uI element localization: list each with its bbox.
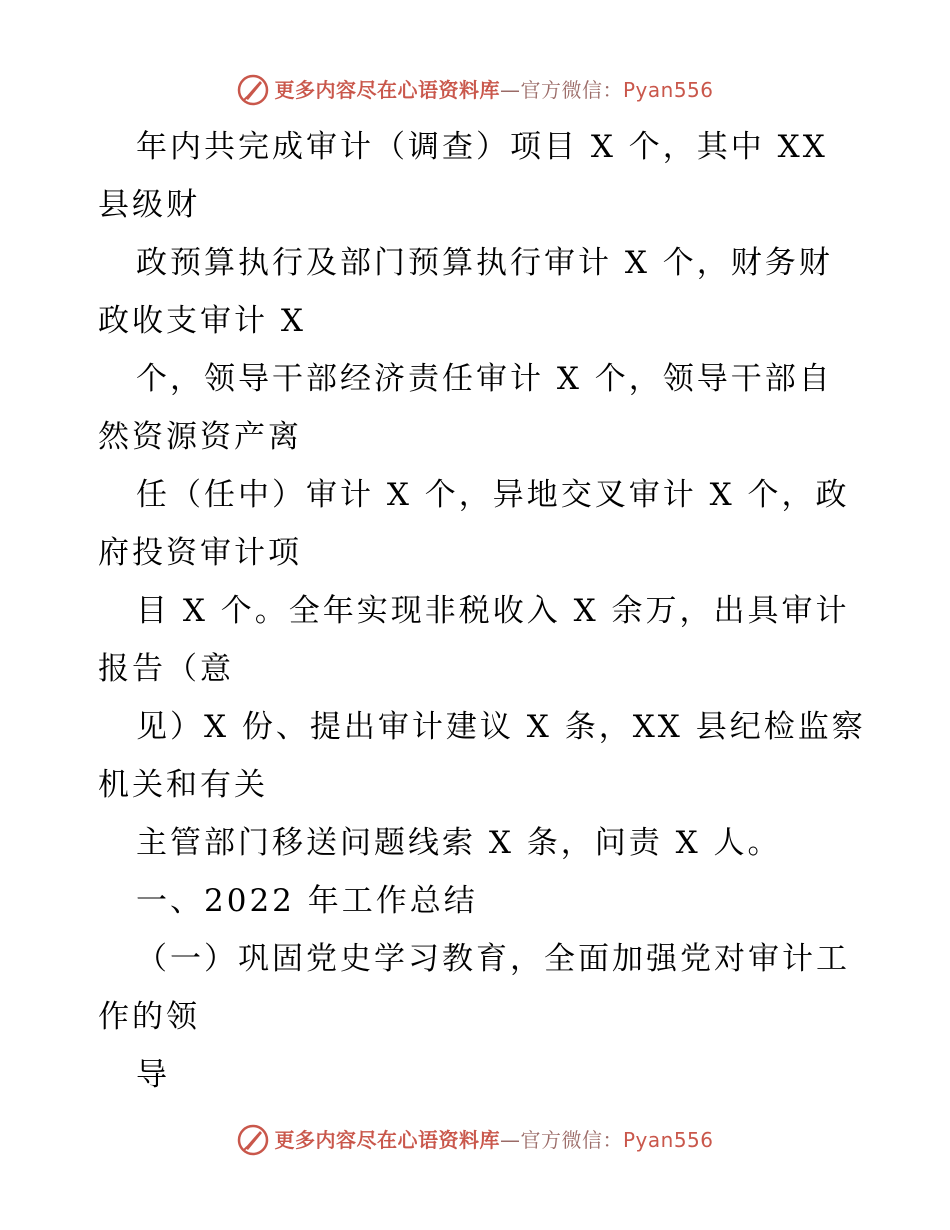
paragraph-line: 府投资审计项 bbox=[98, 535, 302, 571]
paragraph-line: 政预算执行及部门预算执行审计 X 个，财务财 bbox=[136, 245, 833, 281]
paragraph-line: 目 X 个。全年实现非税收入 X 余万，出具审计 bbox=[136, 593, 850, 629]
watermark-contact-label: 官方微信： bbox=[520, 1128, 623, 1152]
watermark-separator: — bbox=[499, 78, 521, 102]
paragraph-line: 个，领导干部经济责任审计 X 个，领导干部自 bbox=[136, 361, 833, 397]
subsection-heading: （一）巩固党史学习教育，全面加强党对审计工 bbox=[136, 941, 850, 977]
paragraph-line: 见）X 份、提出审计建议 X 条，XX 县纪检监察 bbox=[136, 709, 866, 745]
paragraph-line: 机关和有关 bbox=[98, 767, 268, 803]
paragraph-line: 年内共完成审计（调查）项目 X 个，其中 XX bbox=[136, 129, 828, 165]
paragraph-line: 作的领 bbox=[98, 999, 200, 1035]
quill-logo-icon bbox=[236, 73, 270, 107]
watermark-text bbox=[274, 70, 713, 110]
paragraph-line: 县级财 bbox=[98, 187, 200, 223]
paragraph-line: 导 bbox=[136, 1057, 170, 1093]
header-watermark bbox=[0, 70, 950, 110]
paragraph-line: 然资源资产离 bbox=[98, 419, 302, 455]
paragraph-line: 政收支审计 X bbox=[98, 303, 306, 339]
quill-logo-icon bbox=[236, 1123, 270, 1157]
watermark-contact-id: Pyan556 bbox=[622, 78, 714, 102]
paragraph-line: 主管部门移送问题线索 X 条，问责 X 人。 bbox=[136, 825, 782, 861]
watermark-contact-id: Pyan556 bbox=[622, 1128, 714, 1152]
document-body bbox=[98, 118, 866, 1104]
watermark-contact-label: 官方微信： bbox=[520, 78, 623, 102]
watermark-brand: 更多内容尽在心语资料库 bbox=[274, 1128, 500, 1152]
paragraph-line: 报告（意 bbox=[98, 651, 234, 687]
footer-watermark bbox=[0, 1120, 950, 1160]
watermark-text bbox=[274, 1120, 713, 1160]
watermark-brand: 更多内容尽在心语资料库 bbox=[274, 78, 500, 102]
section-heading: 一、2022 年工作总结 bbox=[136, 883, 478, 919]
watermark-separator: — bbox=[499, 1128, 521, 1152]
paragraph-line: 任（任中）审计 X 个，异地交叉审计 X 个，政 bbox=[136, 477, 850, 513]
